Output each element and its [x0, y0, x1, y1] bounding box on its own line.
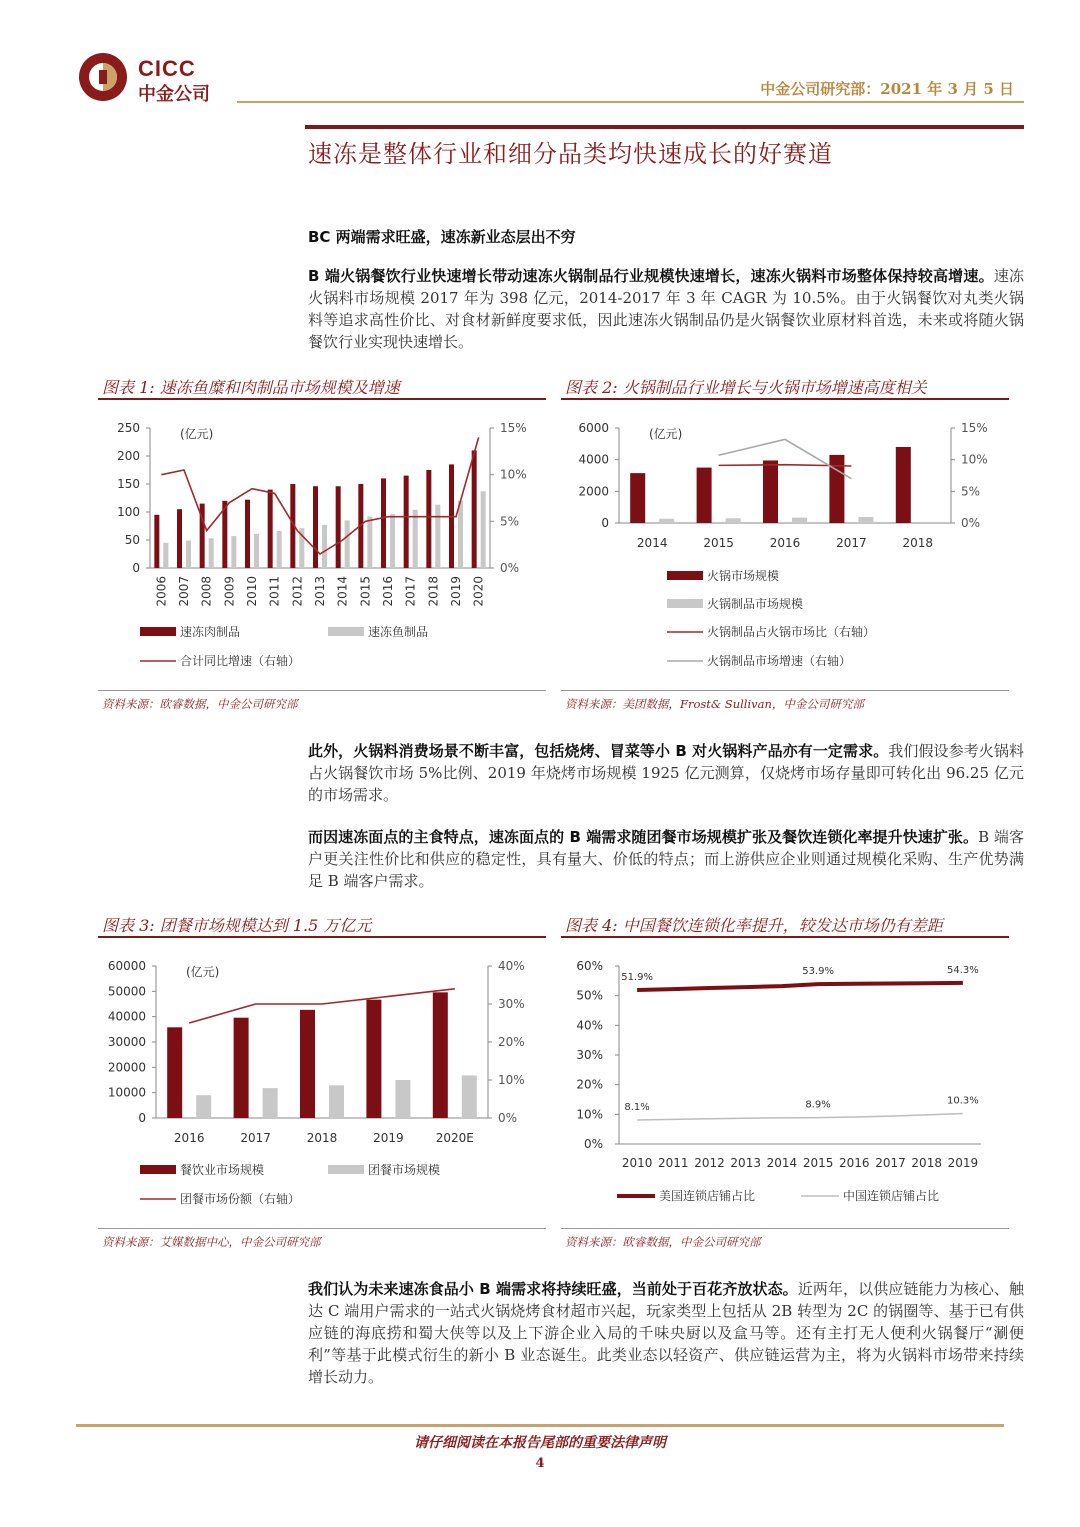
page-number: 4 — [535, 1456, 545, 1471]
chart1-ytick-label-1: 50 — [124, 533, 140, 547]
chart-3 — [98, 948, 546, 1220]
chart3-bar-1-0 — [196, 1095, 211, 1118]
figure-2-title: 图表 2: 火锅制品行业增长与火锅市场增速高度相关 — [565, 378, 927, 397]
chart1-xtick-label-5: 2011 — [267, 576, 282, 607]
paragraph-3 — [308, 826, 1024, 892]
chart1-bar-0-7 — [313, 486, 318, 568]
chart2-ytick-label-3: 6000 — [578, 421, 609, 435]
chart4-xtick-label-1: 2011 — [658, 1156, 689, 1170]
footer-divider — [76, 1424, 1004, 1427]
figure-1-rule — [98, 398, 546, 400]
figure-4-source: 资料来源：欧睿数据，中金公司研究部 — [565, 1235, 761, 1249]
chart3-xtick-label-1: 2017 — [240, 1131, 271, 1145]
chart2-bar-0-0 — [630, 473, 645, 523]
chart3-legend-label-2: 团餐市场份额（右轴） — [180, 1192, 301, 1206]
chart4-data-label-1-9: 10.3% — [947, 1095, 979, 1107]
chart1-bar-1-2 — [209, 538, 214, 568]
chart4-data-label-0-9: 54.3% — [947, 964, 979, 976]
chart1-xtick-label-10: 2016 — [381, 576, 395, 607]
chart1-legend-swatch-1 — [328, 627, 364, 636]
chart3-xtick-label-0: 2016 — [173, 1131, 205, 1145]
chart3-ytick-label-6: 60000 — [107, 959, 146, 973]
chart3-unit-label: (亿元) — [186, 965, 220, 979]
chart4-xtick-label-6: 2016 — [839, 1156, 870, 1170]
cicc-logo — [78, 52, 228, 104]
figure-3-rule — [98, 936, 546, 938]
paragraph-4 — [308, 1278, 1024, 1388]
chart1-bar-0-14 — [472, 450, 477, 568]
chart1-ytick-label-3: 150 — [117, 477, 140, 491]
paragraph-4-text: 近两年，以供应链能力为核心、触达 C 端用户需求的一站式火锅烧烤食材超市兴起，玩家类型上包括从 2B 转型为 2C 的锅圈等、基于已有供应链的海底捞和蜀大侠等以及上下游企业入局的千味央厨以及盒马等。还有主打无人便利火锅餐厅“涮便利”等基于此模式衍生的新小 B 业态诞生。此类业态以轻资产、供应链运营为主，将为火锅料市场带来持续增长动力。 — [308, 1280, 1024, 1386]
chart4-ytick-label-2: 20% — [576, 1077, 603, 1092]
chart2-bar-1-2 — [792, 518, 807, 523]
paragraph-1-bold: B 端火锅餐饮行业快速增长带动速冻火锅制品行业规模快速增长，速冻火锅料市场整体保持较高增速。 — [308, 267, 994, 285]
paragraph-1-text: 速冻火锅料市场规模 2017 年为 398 亿元，2014-2017 年 3 年 CAGR 为 10.5%。由于火锅餐饮对丸类火锅料等追求高性价比、对食材新鲜度要求低，因此速冻火锅制品仍是火锅餐饮业原材料首选，未来或将随火锅餐饮行业实现快速增长。 — [308, 267, 1024, 351]
paragraph-3-text: B 端客户更关注性价比和供应的稳定性，具有量大、价低的特点；而上游供应企业则通过规模化采购、生产优势满足 B 端客户需求。 — [308, 828, 1024, 890]
chart3-bar-1-1 — [263, 1088, 278, 1118]
chart4-xtick-label-4: 2014 — [766, 1156, 798, 1170]
chart2-legend-label-0: 火锅市场规模 — [707, 569, 780, 583]
chart4-data-label-1-0: 8.1% — [624, 1101, 650, 1113]
chart-4 — [561, 948, 1009, 1220]
figure-4-bottom-rule — [561, 1228, 1009, 1229]
chart2-ytick-label-1: 2000 — [578, 484, 609, 499]
chart-1 — [98, 410, 546, 682]
chart1-xtick-label-4: 2010 — [245, 576, 259, 607]
chart4-ytick-label-4: 40% — [576, 1018, 603, 1033]
paragraph-4-bold: 我们认为未来速冻食品小 B 端需求将持续旺盛，当前处于百花齐放状态。 — [308, 1280, 798, 1298]
footer-legal-note: 请仔细阅读在本报告尾部的重要法律声明 — [414, 1435, 666, 1451]
chart3-y2tick-label-1: 10% — [498, 1073, 525, 1087]
chart4-xtick-label-0: 2010 — [621, 1156, 653, 1170]
chart1-xtick-label-2: 2008 — [199, 576, 214, 607]
chart3-ytick-label-0: 0 — [138, 1111, 146, 1125]
chart4-ytick-label-1: 10% — [576, 1107, 603, 1122]
chart1-xtick-label-13: 2019 — [449, 576, 463, 607]
logo-text-cn: 中金公司 — [138, 84, 210, 105]
paragraph-2-bold: 此外，火锅料消费场景不断丰富，包括烧烤、冒菜等小 B 对火锅料产品亦有一定需求。 — [308, 742, 889, 760]
chart1-bar-1-7 — [322, 525, 327, 568]
chart1-xtick-label-12: 2018 — [426, 576, 441, 607]
chart4-data-label-1-5: 8.9% — [805, 1099, 831, 1111]
chart4-ytick-label-6: 60% — [576, 959, 603, 973]
chart1-bar-0-11 — [404, 476, 409, 568]
chart2-bar-0-1 — [697, 468, 712, 523]
paragraph-2-text: 我们假设参考火锅料占火锅餐饮市场 5%比例、2019 年烧烤市场规模 1925 亿元测算，仅烧烤市场存量即可转化出 96.25 亿元的市场需求。 — [308, 742, 1024, 804]
chart1-bar-1-1 — [186, 541, 191, 568]
chart-2 — [561, 410, 1009, 682]
chart1-bar-1-13 — [458, 501, 463, 568]
chart1-bar-0-10 — [381, 478, 386, 568]
chart2-y2tick-label-2: 10% — [961, 452, 988, 467]
chart1-bar-1-3 — [231, 536, 236, 568]
section-title: 速冻是整体行业和细分品类均快速成长的好赛道 — [308, 140, 833, 168]
chart1-bar-1-14 — [481, 491, 486, 568]
chart2-ytick-label-2: 4000 — [578, 452, 609, 467]
chart3-ytick-label-2: 20000 — [107, 1060, 146, 1075]
chart3-legend-label-1: 团餐市场规模 — [368, 1163, 441, 1177]
chart3-line-0 — [189, 989, 455, 1023]
chart2-y2tick-label-0: 0% — [961, 516, 981, 530]
chart1-bar-1-8 — [345, 520, 350, 568]
chart1-legend-label-0: 速冻肉制品 — [180, 625, 241, 639]
figure-2-bottom-rule — [561, 690, 1009, 691]
chart1-bar-1-5 — [277, 531, 282, 568]
chart4-ytick-label-5: 50% — [576, 988, 603, 1003]
chart4-line-0 — [637, 983, 963, 990]
chart4-data-label-0-5: 53.9% — [802, 966, 834, 978]
chart2-y2tick-label-1: 5% — [961, 484, 981, 499]
chart4-ytick-label-3: 30% — [576, 1048, 603, 1062]
chart3-bar-0-4 — [433, 992, 448, 1118]
chart1-bar-0-12 — [426, 470, 431, 568]
chart1-bar-1-9 — [367, 516, 372, 568]
chart3-bar-1-3 — [395, 1080, 410, 1118]
chart1-xtick-label-0: 2006 — [154, 576, 169, 607]
chart3-y2tick-label-3: 30% — [498, 997, 525, 1011]
chart1-y2tick-label-0: 0% — [500, 561, 520, 575]
chart1-xtick-label-11: 2017 — [403, 576, 418, 607]
chart2-legend-label-3: 火锅制品市场增速（右轴） — [707, 654, 852, 668]
chart3-y2tick-label-2: 20% — [498, 1035, 525, 1049]
chart4-data-label-0-0: 51.9% — [621, 972, 653, 984]
chart2-line-0 — [719, 465, 852, 466]
figure-3-title: 图表 3: 团餐市场规模达到 1.5 万亿元 — [102, 916, 372, 935]
chart2-xtick-label-4: 2018 — [902, 536, 934, 550]
chart3-bar-0-1 — [234, 1018, 249, 1118]
chart1-xtick-label-3: 2009 — [222, 576, 237, 607]
chart4-xtick-label-2: 2012 — [694, 1156, 725, 1170]
chart4-xtick-label-9: 2019 — [947, 1156, 979, 1170]
figure-4-title: 图表 4: 中国餐饮连锁化率提升，较发达市场仍有差距 — [565, 916, 943, 935]
figure-1-bottom-rule — [98, 690, 546, 691]
chart1-bar-0-5 — [268, 490, 273, 568]
chart3-ytick-label-4: 40000 — [107, 1009, 146, 1024]
chart3-ytick-label-5: 50000 — [107, 984, 146, 999]
chart1-legend-label-1: 速冻鱼制品 — [368, 625, 429, 639]
chart1-y2tick-label-1: 5% — [500, 514, 520, 529]
chart3-ytick-label-3: 30000 — [107, 1035, 146, 1049]
chart1-ytick-label-5: 250 — [117, 421, 140, 435]
chart3-xtick-label-3: 2019 — [373, 1131, 404, 1145]
chart4-xtick-label-8: 2018 — [911, 1156, 942, 1170]
chart2-xtick-label-3: 2017 — [836, 536, 867, 550]
figure-1-title: 图表 1: 速冻鱼糜和肉制品市场规模及增速 — [102, 378, 400, 397]
chart1-bar-1-11 — [413, 510, 418, 568]
figure-3-bottom-rule — [98, 1228, 546, 1229]
chart3-bar-1-4 — [462, 1075, 477, 1118]
chart2-bar-0-4 — [896, 447, 911, 523]
chart4-xtick-label-5: 2015 — [802, 1156, 834, 1170]
chart2-legend-swatch-0 — [667, 571, 703, 580]
chart2-bar-1-1 — [726, 518, 741, 523]
chart2-y2tick-label-3: 15% — [961, 421, 988, 435]
chart2-ytick-label-0: 0 — [601, 516, 609, 530]
chart4-legend-label-0: 美国连锁店铺占比 — [659, 1189, 756, 1203]
chart3-bar-1-2 — [329, 1085, 344, 1118]
chart3-legend-swatch-1 — [328, 1165, 364, 1174]
chart3-xtick-label-4: 2020E — [435, 1131, 474, 1145]
chart1-bar-1-12 — [435, 505, 440, 568]
chart3-y2tick-label-0: 0% — [498, 1111, 518, 1125]
logo-text-en: CICC — [138, 56, 196, 81]
chart3-bar-0-0 — [167, 1027, 182, 1118]
cicc-logo-icon — [78, 52, 128, 102]
chart1-bar-1-0 — [163, 543, 168, 568]
chart1-xtick-label-1: 2007 — [177, 576, 191, 607]
chart1-bar-0-1 — [177, 509, 182, 568]
paragraph-2 — [308, 740, 1024, 806]
header-divider — [237, 101, 1024, 103]
chart1-xtick-label-6: 2012 — [290, 576, 305, 607]
chart3-xtick-label-2: 2018 — [306, 1131, 338, 1145]
chart4-xtick-label-3: 2013 — [730, 1156, 761, 1170]
chart1-y2tick-label-3: 15% — [500, 421, 527, 435]
chart2-bar-1-3 — [858, 517, 873, 523]
figure-1-source: 资料来源：欧睿数据，中金公司研究部 — [102, 697, 298, 711]
chart3-legend-label-0: 餐饮业市场规模 — [180, 1163, 265, 1177]
chart1-bar-0-0 — [154, 515, 159, 568]
chart1-ytick-label-4: 200 — [117, 449, 140, 463]
paragraph-1 — [308, 265, 1024, 353]
figure-2-source: 资料来源：美团数据，Frost& Sullivan，中金公司研究部 — [565, 697, 864, 711]
chart1-xtick-label-8: 2014 — [335, 576, 350, 607]
chart2-xtick-label-2: 2016 — [769, 536, 801, 550]
chart1-bar-0-4 — [245, 500, 250, 568]
chart1-legend-swatch-0 — [140, 627, 176, 636]
chart2-xtick-label-0: 2014 — [636, 536, 668, 550]
chart1-xtick-label-9: 2015 — [358, 576, 373, 607]
chart4-xtick-label-7: 2017 — [875, 1156, 906, 1170]
figure-2-rule — [561, 398, 1009, 400]
chart1-bar-0-8 — [336, 486, 341, 568]
chart2-xtick-label-1: 2015 — [703, 536, 734, 550]
chart3-ytick-label-1: 10000 — [107, 1085, 146, 1100]
chart2-legend-label-2: 火锅制品占火锅市场比（右轴） — [707, 625, 876, 639]
chart1-legend-label-2: 合计同比增速（右轴） — [180, 654, 301, 668]
chart1-ytick-label-0: 0 — [132, 561, 140, 575]
chart1-bar-1-10 — [390, 514, 395, 568]
chart2-legend-label-1: 火锅制品市场规模 — [707, 597, 804, 611]
paragraph-3-bold: 而因速冻面点的主食特点，速冻面点的 B 端需求随团餐市场规模扩张及餐饮连锁化率提升快速扩张。 — [308, 828, 979, 846]
chart1-bar-1-4 — [254, 534, 259, 568]
chart1-xtick-label-7: 2013 — [313, 576, 327, 607]
chart1-ytick-label-2: 100 — [117, 505, 140, 519]
figure-4-rule — [561, 936, 1009, 938]
chart1-xtick-label-14: 2020 — [471, 576, 486, 607]
chart3-y2tick-label-4: 40% — [498, 959, 525, 973]
chart1-unit-label: (亿元) — [180, 427, 214, 441]
chart4-legend-label-1: 中国连锁店铺占比 — [843, 1189, 940, 1203]
chart4-line-1 — [637, 1113, 963, 1120]
chart2-legend-swatch-1 — [667, 599, 703, 608]
figure-3-source: 资料来源：艾媒数据中心，中金公司研究部 — [102, 1235, 321, 1249]
chart3-bar-0-2 — [300, 1010, 315, 1118]
chart4-ytick-label-0: 0% — [583, 1137, 603, 1151]
chart2-bar-0-2 — [763, 460, 778, 523]
chart1-y2tick-label-2: 10% — [500, 467, 527, 482]
chart3-bar-0-3 — [366, 1000, 381, 1118]
chart3-legend-swatch-0 — [140, 1165, 176, 1174]
header-date: 中金公司研究部：2021 年 3 月 5 日 — [760, 80, 1014, 98]
title-bar — [305, 125, 1024, 129]
subhead: BC 两端需求旺盛，速冻新业态层出不穷 — [308, 228, 576, 246]
chart2-bar-1-0 — [659, 519, 674, 523]
chart2-unit-label: (亿元) — [649, 427, 683, 441]
